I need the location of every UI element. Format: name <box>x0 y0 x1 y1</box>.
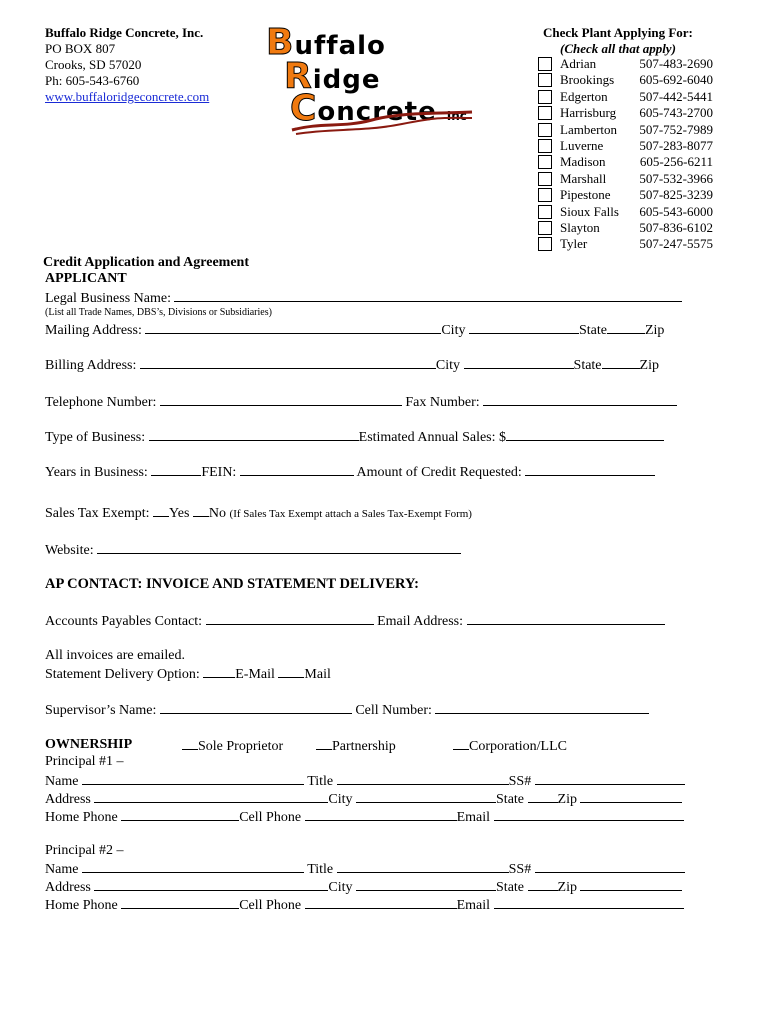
telephone-label: Telephone Number: <box>45 395 157 410</box>
sales-field[interactable] <box>506 428 664 441</box>
invoices-note: All invoices are emailed. <box>45 648 185 663</box>
principal1-name-field[interactable] <box>82 772 304 785</box>
billing-city-field[interactable] <box>464 356 574 369</box>
plant-name: Tyler <box>560 236 588 252</box>
principal2-city-field[interactable] <box>356 878 496 891</box>
plant-phone: 507-825-3239 <box>639 187 713 203</box>
statement-mail-field[interactable] <box>278 665 304 678</box>
tax-no-label: No <box>208 506 227 521</box>
ownership-heading: OWNERSHIP <box>45 737 133 752</box>
plant-checkbox[interactable] <box>538 123 552 137</box>
principal1-email-field[interactable] <box>494 808 684 821</box>
plant-checkbox[interactable] <box>538 73 552 87</box>
ap-heading: AP CONTACT: INVOICE AND STATEMENT DELIVERY: <box>45 576 419 592</box>
plant-item <box>538 138 713 154</box>
supervisor-row <box>45 701 649 719</box>
principal2-name-row <box>45 860 685 878</box>
plant-checkbox[interactable] <box>538 221 552 235</box>
website-field[interactable] <box>97 541 461 554</box>
plants-subheading: (Check all that apply) <box>560 41 676 56</box>
sole-field[interactable] <box>182 737 198 750</box>
mailing-zip-label: Zip <box>644 323 665 338</box>
plant-checkbox[interactable] <box>538 90 552 104</box>
principal1-email-label: Email <box>456 810 490 825</box>
plant-name: Harrisburg <box>560 105 617 121</box>
billing-address-field[interactable] <box>140 356 436 369</box>
plant-item <box>538 56 713 72</box>
principal1-address-field[interactable] <box>94 790 328 803</box>
plant-checkbox[interactable] <box>538 57 552 71</box>
cell-number-label: Cell Number: <box>355 703 432 718</box>
plant-phone: 507-247-5575 <box>639 236 713 252</box>
tax-yes-field[interactable] <box>153 504 169 517</box>
principal2-cell-phone-label: Cell Phone <box>239 898 302 913</box>
corp-field[interactable] <box>453 737 469 750</box>
plant-name: Lamberton <box>560 121 618 137</box>
principal2-name-label: Name <box>45 862 79 877</box>
principal1-home-phone-label: Home Phone <box>45 810 118 825</box>
phone-row <box>45 393 677 411</box>
sole-label: Sole Proprietor <box>198 739 284 754</box>
principal2-heading: Principal #2 – <box>45 843 124 858</box>
billing-state-field[interactable] <box>602 356 640 369</box>
fax-label: Fax Number: <box>405 395 480 410</box>
principal2-state-label: State <box>496 880 525 895</box>
principal2-email-label: Email <box>456 898 490 913</box>
plant-name: Sioux Falls <box>560 203 619 219</box>
principal1-home-phone-field[interactable] <box>121 808 239 821</box>
principal1-cell-phone-label: Cell Phone <box>239 810 302 825</box>
plants-heading: Check Plant Applying For: <box>543 25 693 40</box>
mailing-city-field[interactable] <box>469 321 579 334</box>
mailing-state-label: State <box>578 323 607 338</box>
telephone-field[interactable] <box>160 393 402 406</box>
principal1-phone-row <box>45 808 684 826</box>
partnership-label: Partnership <box>332 739 396 754</box>
principal2-home-phone-field[interactable] <box>121 896 239 909</box>
logo-swoosh <box>282 108 482 138</box>
plant-item <box>538 220 713 236</box>
plant-phone: 507-532-3966 <box>639 170 713 186</box>
statement-mail-option: Mail <box>304 667 331 682</box>
principal1-title-field[interactable] <box>337 772 509 785</box>
principal1-address-label: Address <box>45 792 91 807</box>
plant-item <box>538 105 713 121</box>
principal1-address-row <box>45 790 682 808</box>
form-title: Credit Application and Agreement <box>43 255 249 270</box>
principal1-title-label: Title <box>307 774 334 789</box>
principal1-zip-label: Zip <box>557 792 577 807</box>
company-website-link[interactable]: www.buffaloridgeconcrete.com <box>45 89 210 104</box>
principal1-state-label: State <box>496 792 525 807</box>
mailing-label: Mailing Address: <box>45 323 142 338</box>
type-field[interactable] <box>149 428 359 441</box>
partnership-field[interactable] <box>316 737 332 750</box>
legal-name-note: (List all Trade Names, DBS’s, Divisions or Subsidiaries) <box>45 307 272 318</box>
website-label: Website: <box>45 543 94 558</box>
principal1-name-row <box>45 772 685 790</box>
plant-phone: 605-692-6040 <box>639 72 713 88</box>
plant-phone: 507-442-5441 <box>639 88 713 104</box>
principal1-ss-field[interactable] <box>535 772 685 785</box>
principal1-ss-label: SS# <box>508 774 532 789</box>
principal2-city-label: City <box>328 880 353 895</box>
mailing-row <box>45 321 664 339</box>
website-row <box>45 541 461 559</box>
fein-label: FEIN: <box>201 465 237 480</box>
tax-row <box>45 504 472 522</box>
plant-phone: 507-836-6102 <box>639 220 713 235</box>
plant-name: Pipestone <box>560 187 611 203</box>
plant-item <box>538 89 713 105</box>
principal2-name-field[interactable] <box>82 860 304 873</box>
principal2-title-field[interactable] <box>337 860 509 873</box>
ap-contact-label: Accounts Payables Contact: <box>45 614 203 629</box>
fein-field[interactable] <box>240 463 354 476</box>
email-address-field[interactable] <box>467 612 665 625</box>
company-phone: Ph: 605-543-6760 <box>45 73 140 88</box>
statement-email-option: E-Mail <box>235 667 275 682</box>
plant-item <box>538 204 713 220</box>
plant-name: Luverne <box>560 138 604 153</box>
plant-checkbox[interactable] <box>538 172 552 186</box>
partnership-option[interactable] <box>316 737 396 755</box>
principal1-zip-field[interactable] <box>580 790 682 803</box>
fax-field[interactable] <box>483 393 677 406</box>
billing-state-label: State <box>573 358 602 373</box>
plant-phone: 507-752-7989 <box>639 121 713 137</box>
principal1-cell-phone-field[interactable] <box>305 808 457 821</box>
credit-label: Amount of Credit Requested: <box>356 465 522 480</box>
plant-checkbox[interactable] <box>538 155 552 169</box>
principal2-phone-row <box>45 896 684 914</box>
corp-option[interactable] <box>453 737 567 755</box>
plant-name: Marshall <box>560 170 607 186</box>
plant-item <box>538 154 713 170</box>
principal2-email-field[interactable] <box>494 896 684 909</box>
legal-name-label: Legal Business Name: <box>45 291 171 306</box>
plant-phone: 605-743-2700 <box>639 105 713 121</box>
mailing-state-field[interactable] <box>607 321 645 334</box>
billing-label: Billing Address: <box>45 358 137 373</box>
plant-phone: 507-483-2690 <box>639 56 713 71</box>
plant-phone: 605-543-6000 <box>639 203 713 219</box>
billing-city-label: City <box>435 358 461 373</box>
principal1-name-label: Name <box>45 774 79 789</box>
type-label: Type of Business: <box>45 430 146 445</box>
principal2-address-field[interactable] <box>94 878 328 891</box>
legal-name-row <box>45 289 682 307</box>
principal1-heading: Principal #1 – <box>45 754 124 769</box>
principal2-home-phone-label: Home Phone <box>45 898 118 913</box>
billing-row <box>45 356 659 374</box>
statement-email-field[interactable] <box>203 665 235 678</box>
principal2-ss-label: SS# <box>508 862 532 877</box>
billing-zip-label: Zip <box>639 358 659 373</box>
company-address-line2: Crooks, SD 57020 <box>45 57 142 72</box>
principal2-address-label: Address <box>45 880 91 895</box>
tax-yes-label: Yes <box>169 506 190 521</box>
credit-field[interactable] <box>525 463 655 476</box>
plant-item <box>538 187 713 203</box>
mailing-address-field[interactable] <box>145 321 441 334</box>
ownership-row <box>45 737 132 753</box>
years-field[interactable] <box>151 463 201 476</box>
plant-phone: 605-256-6211 <box>639 154 713 170</box>
plant-name: Adrian <box>560 56 597 71</box>
plant-name: Brookings <box>560 72 615 88</box>
principal2-zip-label: Zip <box>557 880 577 895</box>
years-label: Years in Business: <box>45 465 148 480</box>
applicant-heading: APPLICANT <box>45 271 127 286</box>
plant-checkbox[interactable] <box>538 237 552 251</box>
years-row <box>45 463 655 481</box>
statement-row <box>45 665 331 683</box>
statement-label: Statement Delivery Option: <box>45 667 200 682</box>
plant-name: Madison <box>560 154 606 170</box>
plant-item <box>538 236 713 252</box>
business-type-row <box>45 428 664 446</box>
plant-item <box>538 171 713 187</box>
plant-checkbox[interactable] <box>538 139 552 153</box>
principal2-zip-field[interactable] <box>580 878 682 891</box>
plant-checkbox[interactable] <box>538 106 552 120</box>
legal-name-field[interactable] <box>174 289 682 302</box>
principal2-ss-field[interactable] <box>535 860 685 873</box>
plant-checkbox[interactable] <box>538 188 552 202</box>
logo-initial-b: B <box>266 22 295 63</box>
company-name: Buffalo Ridge Concrete, Inc. <box>45 25 204 40</box>
tax-no-field[interactable] <box>193 504 209 517</box>
sole-option[interactable] <box>182 737 283 755</box>
company-address-line1: PO BOX 807 <box>45 41 116 56</box>
logo-suffix: Inc <box>446 109 467 123</box>
plant-phone: 507-283-8077 <box>639 138 713 153</box>
tax-label: Sales Tax Exempt: <box>45 506 150 521</box>
principal1-city-label: City <box>328 792 353 807</box>
supervisor-label: Supervisor’s Name: <box>45 703 157 718</box>
corp-label: Corporation/LLC <box>469 739 567 754</box>
principal2-title-label: Title <box>307 862 334 877</box>
mailing-city-label: City <box>441 323 466 338</box>
company-logo: Buffalo Ridge Concrete Inc <box>262 22 472 132</box>
supervisor-field[interactable] <box>160 701 352 714</box>
plant-item <box>538 72 713 88</box>
plant-checkbox[interactable] <box>538 205 552 219</box>
plant-name: Slayton <box>560 220 600 235</box>
plant-name: Edgerton <box>560 88 608 104</box>
cell-number-field[interactable] <box>435 701 649 714</box>
sales-label: Estimated Annual Sales: $ <box>358 430 507 445</box>
principal2-state-field[interactable] <box>528 878 558 891</box>
ap-contact-row <box>45 612 665 630</box>
principal2-address-row <box>45 878 682 896</box>
email-address-label: Email Address: <box>377 614 464 629</box>
principal2-cell-phone-field[interactable] <box>305 896 457 909</box>
plant-item <box>538 122 713 138</box>
tax-note: (If Sales Tax Exempt attach a Sales Tax-Exempt Form) <box>229 508 472 520</box>
principal1-city-field[interactable] <box>356 790 496 803</box>
ap-contact-field[interactable] <box>206 612 374 625</box>
principal1-state-field[interactable] <box>528 790 558 803</box>
